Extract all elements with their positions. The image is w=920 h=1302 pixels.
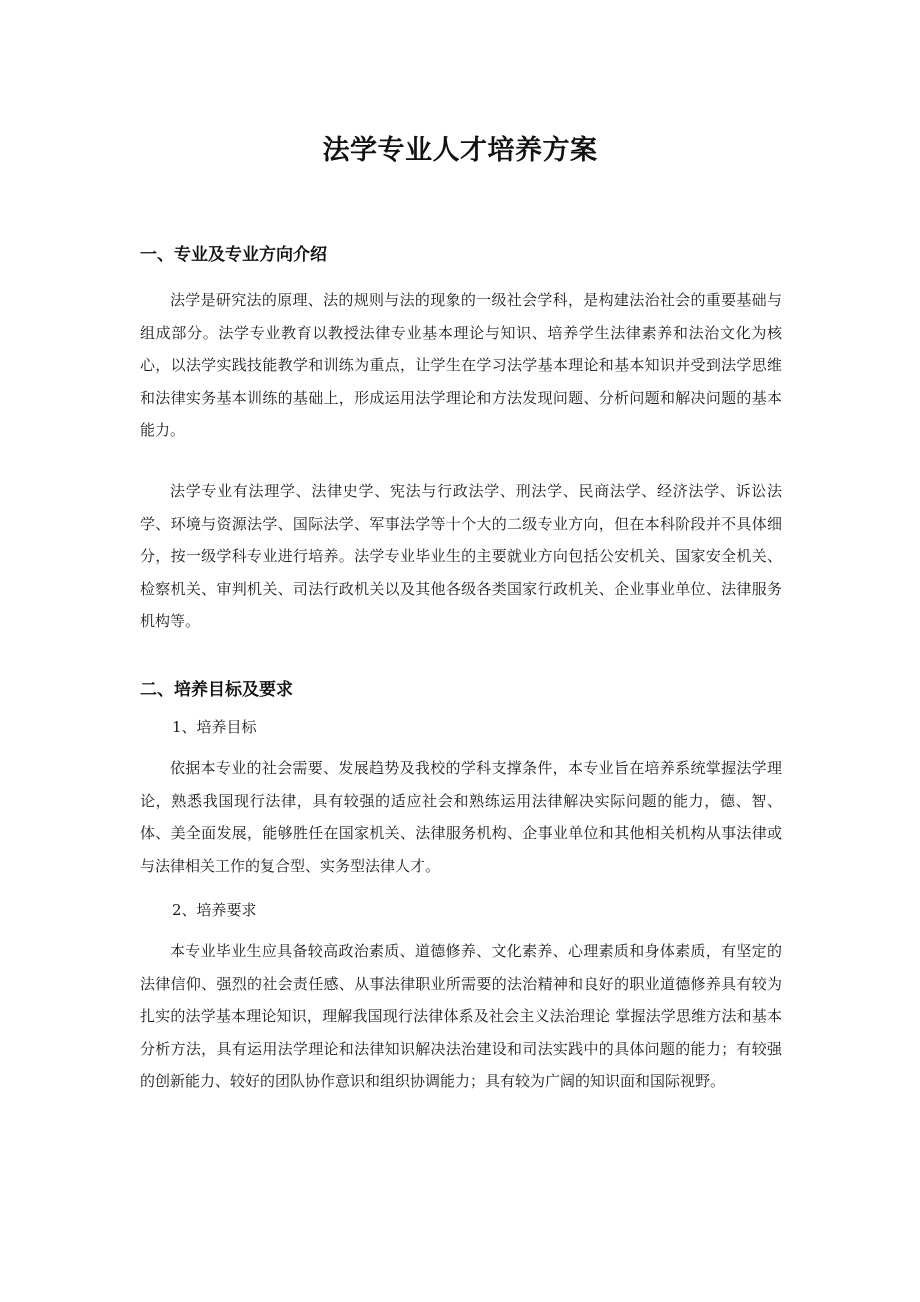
paragraph-goal: 依据本专业的社会需要、发展趋势及我校的学科支撑条件，本专业旨在培养系统掌握法学理论，熟悉我国现行法律，具有较强的适应社会和熟练运用法律解决实际问题的能力，德、智、体、美全面发展，能够胜任在国家机关、法律服务机构、企事业单位和其他相关机构从事法律或与法律相关工作的复合型、实务型法律人才。 <box>140 759 782 875</box>
section-heading-goals: 二、培养目标及要求 <box>140 680 293 700</box>
subsection-heading-requirements: 2、培养要求 <box>172 901 257 919</box>
paragraph-requirements: 本专业毕业生应具备较高政治素质、道德修养、文化素养、心理素质和身体素质，有坚定的法律信仰、强烈的社会责任感、从事法律职业所需要的法治精神和良好的职业道德修养具有较为扎实的法学基本理论知识，理解我国现行法律体系及社会主义法治理论 掌握法学思维方法和基本分析方法，具有运用法学理论和法律知识解决法治建设和司法实践中的具体问题的能力；有较强的创新能力、较好的团队协作意识和组织协调能力；具有较为广阔的知识面和国际视野。 <box>140 942 782 1090</box>
paragraph-intro-1: 法学是研究法的原理、法的规则与法的现象的一级社会学科，是构建法治社会的重要基础与组成部分。法学专业教育以教授法律专业基本理论与知识、培养学生法律素养和法治文化为核心，以法学实践技能教学和训练为重点，让学生在学习法学基本理论和基本知识并受到法学思维和法律实务基本训练的基础上，形成运用法学理论和方法发现问题、分析问题和解决问题的基本能力。 <box>140 291 782 439</box>
document-title: 法学专业人才培养方案 <box>322 135 598 166</box>
paragraph-intro-2: 法学专业有法理学、法律史学、宪法与行政法学、刑法学、民商法学、经济法学、诉讼法学、环境与资源法学、国际法学、军事法学等十个大的二级专业方向，但在本科阶段并不具体细分，按一级学科专业进行培养。法学专业毕业生的主要就业方向包括公安机关、国家安全机关、检察机关、审判机关、司法行政机关以及其他各级各类国家行政机关、企业事业单位、法律服务机构等。 <box>140 482 782 630</box>
section-heading-intro: 一、专业及专业方向介绍 <box>140 245 327 265</box>
subsection-heading-goal: 1、培养目标 <box>172 718 257 736</box>
